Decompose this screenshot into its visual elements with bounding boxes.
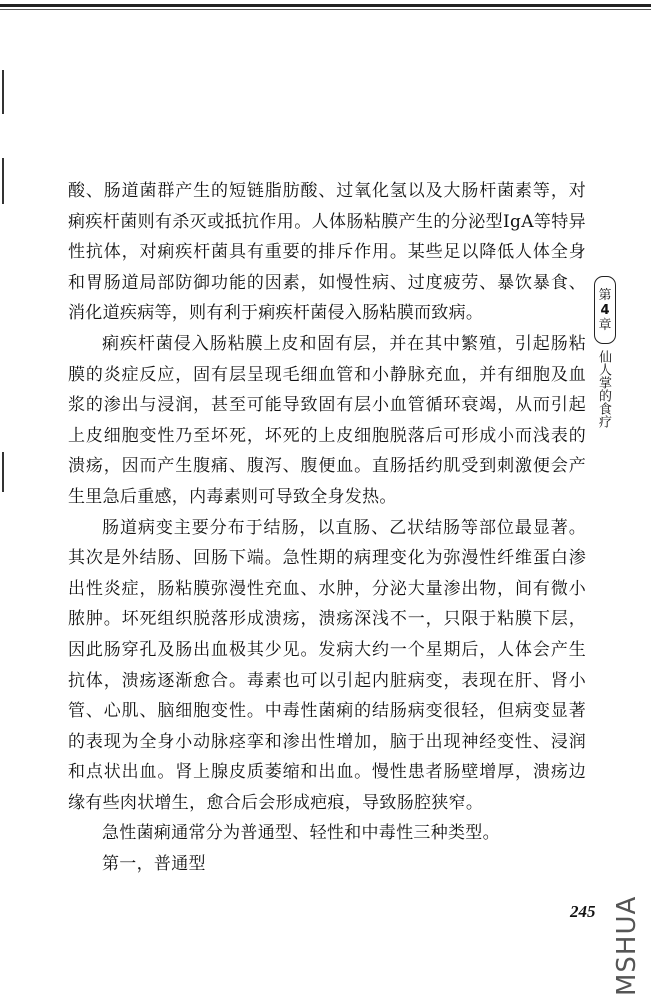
paragraph: 肠道病变主要分布于结肠，以直肠、乙状结肠等部位最显著。其次是外结肠、回肠下端。急性期的病理变化为弥漫性纤维蛋白渗出性炎症，肠粘膜弥漫性充血、水肿，分泌大量渗出物，间有微小脓肿。坏死组织脱落形成溃疡，溃疡深浅不一，只限于粘膜下层，因此肠穿孔及肠出血极其少见。发病大约一个星期后，人体会产生抗体，溃疡逐渐愈合。毒素也可以引起内脏病变，表现在肝、肾小管、心肌、脑细胞变性。中毒性菌痢的结肠病变很轻，但病变显著的表现为全身小动脉痉挛和渗出性增加，脑于出现神经变性、浸润和点状出血。肾上腺皮质萎缩和出血。慢性患者肠壁增厚，溃疡边缘有些肉状增生，愈合后会形成疤痕，导致肠腔狭窄。 — [68, 517, 586, 813]
margin-mark — [2, 452, 4, 492]
margin-mark — [2, 70, 4, 114]
header-rule — [0, 4, 651, 7]
paragraph: 急性菌痢通常分为普通型、轻性和中毒性三种类型。 — [102, 823, 500, 844]
header-rule-thin — [0, 9, 651, 10]
chapter-title: 仙人掌的食疗 — [596, 350, 611, 428]
chapter-tab — [594, 276, 616, 344]
paragraph: 第一，普通型 — [102, 854, 206, 875]
watermark: MSHUA — [612, 895, 642, 996]
margin-mark — [2, 158, 4, 204]
body-text — [68, 176, 586, 880]
paragraph: 酸、肠道菌群产生的短链脂肪酸、过氧化氢以及大肠杆菌素等，对痢疾杆菌则有杀灭或抵抗作用。人体肠粘膜产生的分泌型IgA等特异性抗体，对痢疾杆菌具有重要的排斥作用。某些足以降低人体全身和胃肠道局部防御功能的因素，如慢性病、过度疲劳、暴饮暴食、消化道疾病等，则有利于痢疾杆菌侵入肠粘膜而致病。 — [68, 181, 586, 324]
chapter-number: 4 — [600, 302, 610, 318]
page-number: 245 — [570, 902, 596, 921]
chapter-suffix: 章 — [598, 317, 612, 333]
paragraph: 痢疾杆菌侵入肠粘膜上皮和固有层，并在其中繁殖，引起肠粘膜的炎症反应，固有层呈现毛细血管和小静脉充血，并有细胞及血浆的渗出与浸润，甚至可能导致固有层小血管循环衰竭，从而引起上皮细胞变性乃至坏死，坏死的上皮细胞脱落后可形成小而浅表的溃疡，因而产生腹痛、腹泻、腹便血。直肠括约肌受到刺激便会产生里急后重感，内毒素则可导致全身发热。 — [68, 333, 586, 507]
chapter-prefix: 第 — [598, 287, 612, 303]
